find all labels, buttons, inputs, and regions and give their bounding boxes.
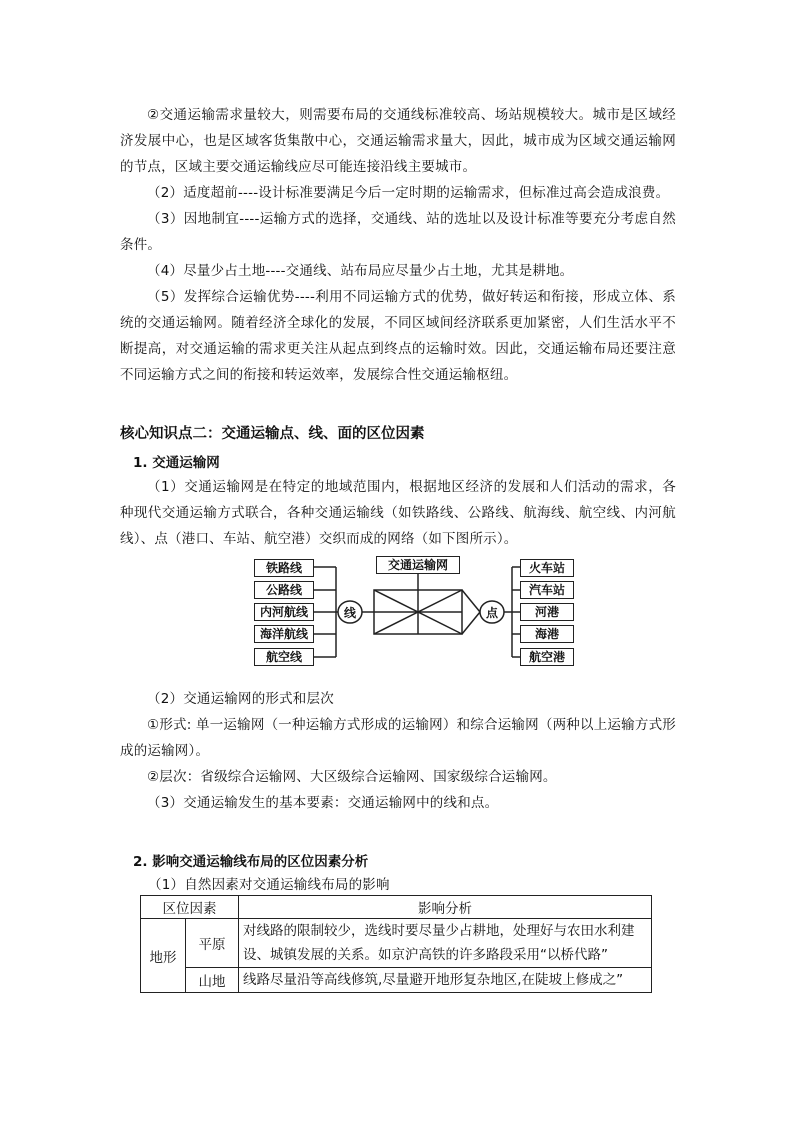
paragraph-basic-elements: （3）交通运输发生的基本要素：交通运输网中的线和点。 xyxy=(147,795,499,811)
transport-network-diagram xyxy=(248,553,576,668)
paragraph-forms-detail: ①形式: 单一运输网（一种运输方式形成的运输网）和综合运输网（两种以上运输方式形成的运输网）。 xyxy=(120,717,676,759)
table-row xyxy=(141,968,652,993)
paragraph-local-conditions: （3）因地制宜----运输方式的选择，交通线、站的选址以及设计标准等要充分考虑自然条件。 xyxy=(120,211,676,253)
point-seaport: 海港 xyxy=(520,625,574,643)
header-analysis: 影响分析 xyxy=(239,896,652,919)
line-highway: 公路线 xyxy=(254,581,314,599)
factor-table xyxy=(140,895,652,993)
point-river-port: 河港 xyxy=(520,603,574,621)
paragraph-natural-factors: （1）自然因素对交通运输线布局的影响 xyxy=(148,877,390,893)
point-bus-station: 汽车站 xyxy=(520,581,574,599)
paragraph-levels: ②层次：省级综合运输网、大区级综合运输网、国家级综合运输网。 xyxy=(147,769,557,785)
paragraph-demand: ②交通运输需求量较大，则需要布局的交通线标准较高、场站规模较大。城市是区域经济发展中心，也是区域客货集散中心，交通运输需求量大，因此，城市成为区域交通运输网的节点，区域主要交通运输线应尽可能连接沿线主要城市。 xyxy=(120,107,676,175)
diagram-title: 交通运输网 xyxy=(376,556,460,574)
analysis-plain: 对线路的限制较少，选线时要尽量少占耕地，处理好与农田水利建设、城镇发展的关系。如京沪高铁的许多路段采用“以桥代路” xyxy=(239,919,652,968)
paragraph-less-land: （4）尽量少占土地----交通线、站布局应尽量少占土地，尤其是耕地。 xyxy=(147,263,574,279)
point-node-label: 点 xyxy=(485,606,498,620)
line-air-route: 航空线 xyxy=(254,648,314,666)
factor-mountain: 山地 xyxy=(186,968,239,993)
paragraph-network-forms: （2）交通运输网的形式和层次 xyxy=(147,691,334,707)
paragraph-network-definition: （1）交通运输网是在特定的地域范围内，根据地区经济的发展和人们活动的需求，各种现代交通运输方式联合，各种交通运输线（如铁路线、公路线、航海线、航空线、内河航线）、点（港口、车站、航空港）交织而成的网络（如下图所示）。 xyxy=(120,479,676,547)
point-train-station: 火车站 xyxy=(520,559,574,577)
point-airport: 航空港 xyxy=(520,648,574,666)
line-inland-waterway: 内河航线 xyxy=(254,603,314,621)
factor-plain: 平原 xyxy=(186,919,239,968)
line-node-label: 线 xyxy=(343,606,356,620)
subheading-transport-network: 1. 交通运输网 xyxy=(133,455,220,471)
paragraph-moderately-ahead: （2）适度超前----设计标准要满足今后一定时期的运输需求，但标准过高会造成浪费。 xyxy=(147,185,670,201)
analysis-mountain: 线路尽量沿等高线修筑,尽量避开地形复杂地区,在陡坡上修成之” xyxy=(239,968,652,993)
table-row xyxy=(141,919,652,968)
line-ocean-route: 海洋航线 xyxy=(254,625,314,643)
table-header-row xyxy=(141,896,652,919)
line-railway: 铁路线 xyxy=(254,559,314,577)
paragraph-integrated-transport: （5）发挥综合运输优势----利用不同运输方式的优势，做好转运和衔接，形成立体、系统的交通运输网。随着经济全球化的发展，不同区域间经济联系更加紧密，人们生活水平不断提高，对交通运输的需求更关注从起点到终点的运输时效。因此，交通运输布局还要注意不同运输方式之间的衔接和转运效率，发展综合性交通运输枢纽。 xyxy=(120,289,676,383)
group-terrain: 地形 xyxy=(141,919,186,993)
section-heading: 核心知识点二：交通运输点、线、面的区位因素 xyxy=(120,426,425,442)
subheading-line-factors: 2. 影响交通运输线布局的区位因素分析 xyxy=(133,854,369,870)
header-factor: 区位因素 xyxy=(141,896,239,919)
